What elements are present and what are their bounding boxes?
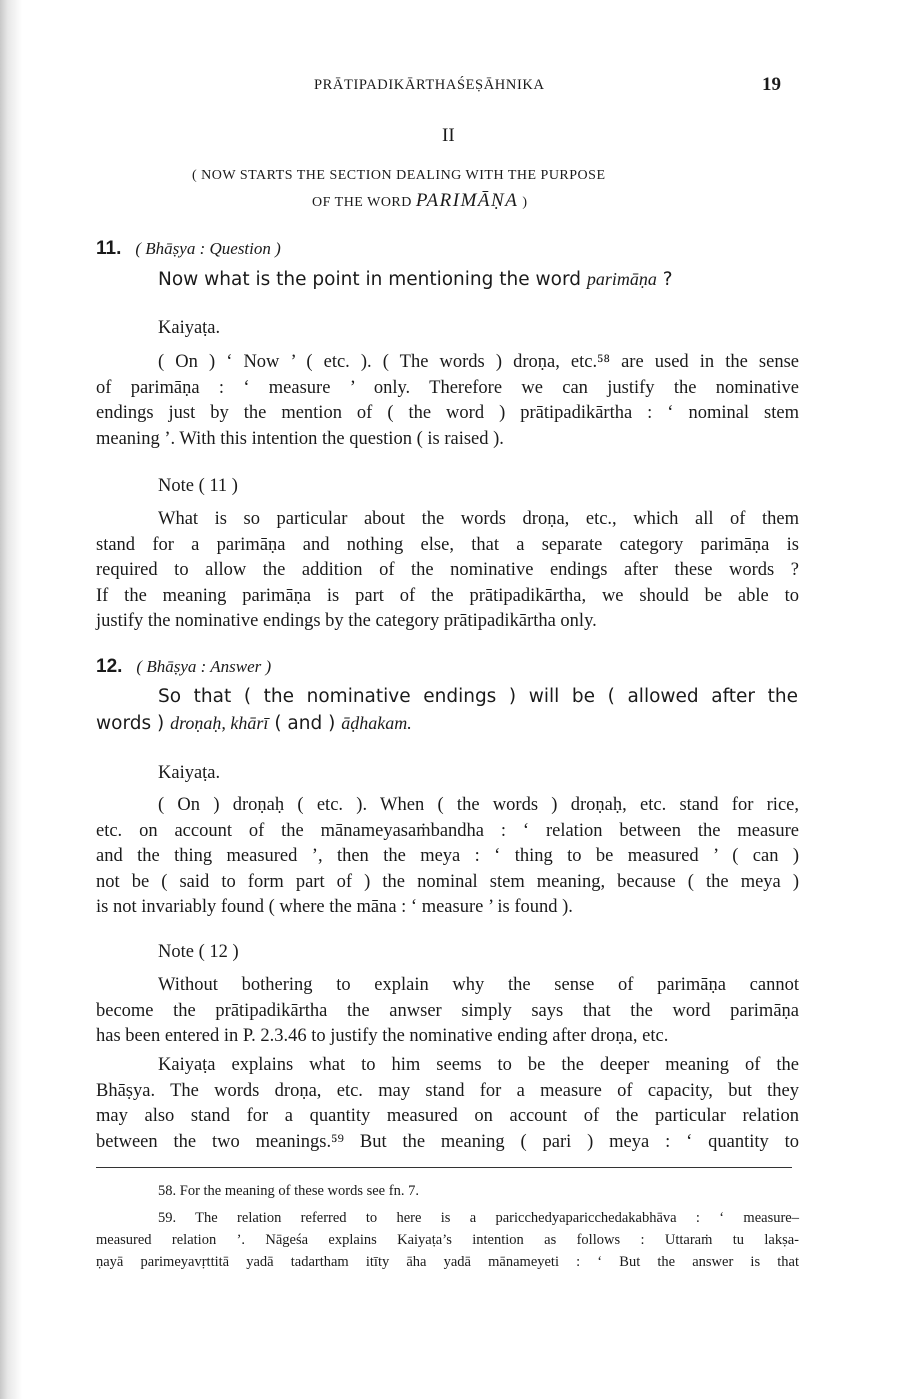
kaiyata-heading-1: Kaiyaṭa. <box>158 318 221 338</box>
section-number: II <box>442 125 455 146</box>
text-line: ( On ) ‘ Now ’ ( etc. ). ( The words ) droṇa, etc.⁵⁸ are used in the sense <box>158 352 799 372</box>
question-word-parimana: parimāṇa <box>586 269 657 289</box>
bhasya-answer-line-2 <box>96 713 412 734</box>
footnote-58 <box>96 1180 799 1202</box>
section-caption-line-2 <box>312 190 527 212</box>
text-line: Bhāṣya. The words droṇa, etc. may stand for a measure of capacity, but they <box>96 1080 799 1101</box>
caption-prefix: OF THE WORD <box>312 195 412 210</box>
text-line: Kaiyaṭa explains what to him seems to be the deeper meaning of the <box>158 1055 799 1075</box>
footnote-line: 59. The relation referred to here is a paricchedyaparicchedakabhāva : ‘ measure– <box>158 1210 799 1226</box>
caption-word-parimana: PARIMĀṆA <box>415 190 519 211</box>
text-line: If the meaning parimāṇa is part of the prātipadikārtha, we should be able to <box>96 585 799 606</box>
text-line: ( On ) droṇaḥ ( etc. ). When ( the words ) droṇaḥ, etc. stand for rice, <box>158 795 799 815</box>
text-line: may also stand for a quantity measured on account of the particular relation <box>96 1106 799 1126</box>
text-line: is not invariably found ( where the māna : ‘ measure ’ is found ). <box>96 897 573 917</box>
note-11-heading: Note ( 11 ) <box>158 476 238 496</box>
footnote-line: ṇayā parimeyavṛttitā yadā tadartham itīty āha yadā mānameyeti : ‘ But the answer is that <box>96 1254 799 1270</box>
section-11-number: 11. <box>96 238 122 259</box>
section-12-number: 12. <box>96 656 123 677</box>
answer-words-drona-khari: droṇaḥ, khārī <box>170 713 269 733</box>
answer-text-mid: ( and ) <box>268 713 342 734</box>
running-head: PRĀTIPADIKĀRTHAŚEṢĀHNIKA <box>314 77 545 93</box>
caption-suffix: ) <box>522 195 528 210</box>
bhasya-question-text <box>158 269 673 290</box>
section-caption-line-1: ( NOW STARTS THE SECTION DEALING WITH THE PURPOSE <box>192 168 606 183</box>
footnote-line: 58. For the meaning of these words see fn. 7. <box>158 1183 419 1199</box>
footnote-59 <box>96 1207 799 1273</box>
kaiyata-heading-2: Kaiyaṭa. <box>158 763 221 783</box>
text-line: justify the nominative endings by the category prātipadikārtha only. <box>96 611 597 631</box>
note-11-paragraph <box>96 507 799 635</box>
text-line: become the prātipadikārtha the anwser simply says that the word parimāṇa <box>96 1000 799 1021</box>
text-line: required to allow the addition of the nominative endings after these words ? <box>96 560 799 580</box>
note-12-paragraph-2 <box>96 1053 799 1155</box>
section-12-heading <box>96 656 271 678</box>
section-11-heading <box>96 238 281 260</box>
text-line: Without bothering to explain why the sense of parimāṇa cannot <box>158 975 799 995</box>
text-line: stand for a parimāṇa and nothing else, that a separate category parimāṇa is <box>96 534 799 555</box>
text-line: etc. on account of the mānameyasaṁbandha : ‘ relation between the measure <box>96 820 799 841</box>
note-12-paragraph-1 <box>96 973 799 1050</box>
note-12-heading: Note ( 12 ) <box>158 942 239 962</box>
footnote-rule <box>96 1167 792 1168</box>
kaiyata-paragraph-1 <box>96 350 799 452</box>
bhasya-answer-line-1: So that ( the nominative endings ) will be ( allowed after the <box>158 686 798 707</box>
page-number: 19 <box>762 74 781 95</box>
kaiyata-paragraph-2 <box>96 793 799 921</box>
question-text-post: ? <box>656 269 673 290</box>
text-line: has been entered in P. 2.3.46 to justify the nominative ending after droṇa, etc. <box>96 1026 669 1046</box>
text-line: and the thing measured ’, then the meya : ‘ thing to be measured ’ ( can ) <box>96 846 799 866</box>
text-line: meaning ’. With this intention the question ( is raised ). <box>96 428 504 449</box>
answer-word-adhakam: āḍhakam. <box>341 713 412 733</box>
section-12-label: ( Bhāṣya : Answer ) <box>136 657 272 676</box>
answer-text-pre: words ) <box>96 713 171 734</box>
page-edge-shadow <box>0 0 22 1399</box>
section-11-label: ( Bhāṣya : Question ) <box>135 239 281 258</box>
text-line: What is so particular about the words droṇa, etc., which all of them <box>158 509 799 529</box>
question-text-pre: Now what is the point in mentioning the word <box>158 269 587 290</box>
text-line: endings just by the mention of ( the word ) prātipadikārtha : ‘ nominal stem <box>96 403 799 423</box>
text-line: of parimāṇa : ‘ measure ’ only. Therefore we can justify the nominative <box>96 377 799 398</box>
text-line: between the two meanings.⁵⁹ But the meaning ( pari ) meya : ‘ quantity to <box>96 1131 799 1152</box>
footnote-line: measured relation ’. Nāgeśa explains Kaiyaṭa’s intention as follows : Uttaraṁ tu lakṣa- <box>96 1232 799 1248</box>
text-line: not be ( said to form part of ) the nominal stem meaning, because ( the meya ) <box>96 871 799 892</box>
